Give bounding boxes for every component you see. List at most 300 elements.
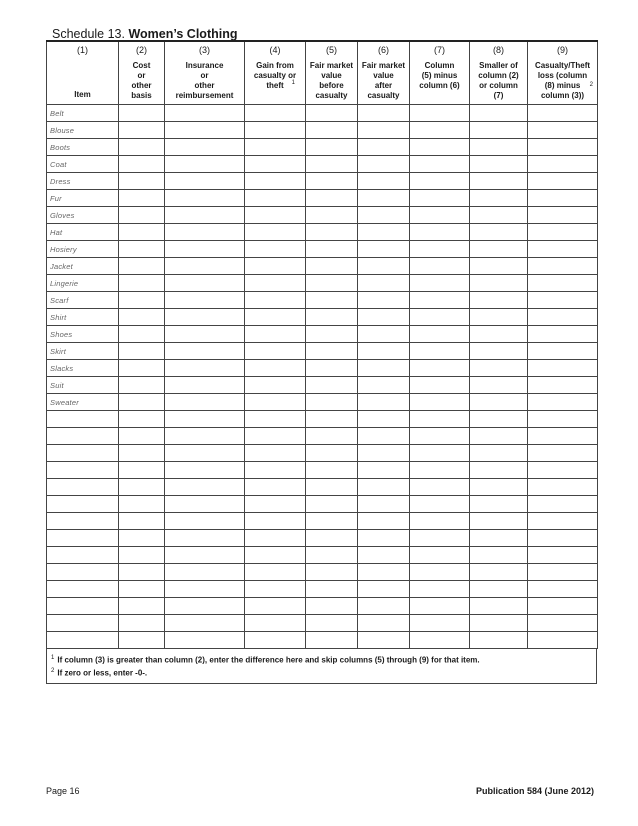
entry-cell-col-9[interactable]	[528, 581, 598, 598]
entry-cell-col-4[interactable]	[245, 632, 306, 649]
entry-cell-col-9[interactable]	[528, 394, 598, 411]
entry-cell-col-9[interactable]	[528, 564, 598, 581]
entry-cell-col-2[interactable]	[119, 479, 165, 496]
entry-cell-col-5[interactable]	[306, 190, 358, 207]
entry-cell-col-9[interactable]	[528, 479, 598, 496]
entry-cell-col-7[interactable]	[410, 394, 470, 411]
entry-cell-col-4[interactable]	[245, 241, 306, 258]
footnote-text: If zero or less, enter -0-.	[57, 668, 148, 678]
entry-cell-col-8[interactable]	[470, 479, 528, 496]
item-cell[interactable]	[47, 547, 119, 564]
entry-cell-col-5[interactable]	[306, 428, 358, 445]
entry-cell-col-2[interactable]	[119, 156, 165, 173]
item-cell[interactable]: Slacks	[47, 360, 119, 377]
entry-cell-col-6[interactable]	[358, 343, 410, 360]
col-number: (9)	[557, 45, 568, 55]
item-cell[interactable]	[47, 615, 119, 632]
entry-cell-col-2[interactable]	[119, 513, 165, 530]
entry-cell-col-9[interactable]	[528, 598, 598, 615]
entry-cell-col-3[interactable]	[165, 547, 245, 564]
entry-cell-col-4[interactable]	[245, 207, 306, 224]
entry-cell-col-5[interactable]	[306, 564, 358, 581]
entry-cell-col-3[interactable]	[165, 411, 245, 428]
entry-cell-col-9[interactable]	[528, 258, 598, 275]
header-row	[47, 41, 598, 105]
entry-cell-col-7[interactable]	[410, 581, 470, 598]
entry-cell-col-2[interactable]	[119, 343, 165, 360]
entry-cell-col-6[interactable]	[358, 377, 410, 394]
entry-cell-col-5[interactable]	[306, 224, 358, 241]
entry-cell-col-5[interactable]	[306, 105, 358, 122]
entry-cell-col-8[interactable]	[470, 377, 528, 394]
entry-cell-col-9[interactable]	[528, 190, 598, 207]
entry-cell-col-5[interactable]	[306, 122, 358, 139]
entry-cell-col-9[interactable]	[528, 122, 598, 139]
entry-cell-col-3[interactable]	[165, 462, 245, 479]
entry-cell-col-7[interactable]	[410, 513, 470, 530]
entry-cell-col-9[interactable]	[528, 547, 598, 564]
entry-cell-col-4[interactable]	[245, 598, 306, 615]
entry-cell-col-6[interactable]	[358, 598, 410, 615]
entry-cell-col-4[interactable]	[245, 377, 306, 394]
entry-cell-col-5[interactable]	[306, 530, 358, 547]
entry-cell-col-4[interactable]	[245, 530, 306, 547]
entry-cell-col-9[interactable]	[528, 615, 598, 632]
entry-cell-col-3[interactable]	[165, 428, 245, 445]
entry-cell-col-8[interactable]	[470, 241, 528, 258]
entry-cell-col-4[interactable]	[245, 326, 306, 343]
item-cell[interactable]: Fur	[47, 190, 119, 207]
entry-cell-col-2[interactable]	[119, 411, 165, 428]
entry-cell-col-2[interactable]	[119, 122, 165, 139]
entry-cell-col-8[interactable]	[470, 564, 528, 581]
entry-cell-col-4[interactable]	[245, 428, 306, 445]
entry-cell-col-2[interactable]	[119, 581, 165, 598]
entry-cell-col-7[interactable]	[410, 292, 470, 309]
entry-cell-col-4[interactable]	[245, 581, 306, 598]
entry-cell-col-2[interactable]	[119, 547, 165, 564]
entry-cell-col-9[interactable]	[528, 292, 598, 309]
entry-cell-col-3[interactable]	[165, 377, 245, 394]
col-label: Insurance or other reimbursement	[175, 61, 234, 100]
entry-cell-col-4[interactable]	[245, 462, 306, 479]
entry-cell-col-9[interactable]	[528, 496, 598, 513]
entry-cell-col-7[interactable]	[410, 496, 470, 513]
entry-cell-col-2[interactable]	[119, 615, 165, 632]
entry-cell-col-8[interactable]	[470, 258, 528, 275]
entry-cell-col-3[interactable]	[165, 122, 245, 139]
entry-cell-col-2[interactable]	[119, 224, 165, 241]
entry-cell-col-7[interactable]	[410, 173, 470, 190]
entry-cell-col-9[interactable]	[528, 377, 598, 394]
entry-cell-col-6[interactable]	[358, 632, 410, 649]
entry-cell-col-8[interactable]	[470, 360, 528, 377]
entry-cell-col-2[interactable]	[119, 377, 165, 394]
entry-cell-col-2[interactable]	[119, 241, 165, 258]
entry-cell-col-8[interactable]	[470, 462, 528, 479]
entry-cell-col-4[interactable]	[245, 292, 306, 309]
entry-cell-col-5[interactable]	[306, 156, 358, 173]
entry-cell-col-7[interactable]	[410, 343, 470, 360]
entry-cell-col-3[interactable]	[165, 190, 245, 207]
entry-cell-col-7[interactable]	[410, 275, 470, 292]
entry-cell-col-9[interactable]	[528, 241, 598, 258]
entry-cell-col-8[interactable]	[470, 615, 528, 632]
item-cell[interactable]	[47, 428, 119, 445]
entry-cell-col-8[interactable]	[470, 139, 528, 156]
item-cell[interactable]: Skirt	[47, 343, 119, 360]
entry-cell-col-5[interactable]	[306, 377, 358, 394]
entry-cell-col-6[interactable]	[358, 258, 410, 275]
entry-cell-col-5[interactable]	[306, 496, 358, 513]
entry-cell-col-4[interactable]	[245, 190, 306, 207]
entry-cell-col-5[interactable]	[306, 343, 358, 360]
entry-cell-col-9[interactable]	[528, 360, 598, 377]
entry-cell-col-8[interactable]	[470, 445, 528, 462]
entry-cell-col-3[interactable]	[165, 207, 245, 224]
entry-cell-col-9[interactable]	[528, 224, 598, 241]
entry-cell-col-3[interactable]	[165, 105, 245, 122]
entry-cell-col-6[interactable]	[358, 530, 410, 547]
entry-cell-col-4[interactable]	[245, 173, 306, 190]
entry-cell-col-5[interactable]	[306, 462, 358, 479]
entry-cell-col-7[interactable]	[410, 598, 470, 615]
entry-cell-col-3[interactable]	[165, 598, 245, 615]
entry-cell-col-5[interactable]	[306, 598, 358, 615]
entry-cell-col-9[interactable]	[528, 326, 598, 343]
entry-cell-col-6[interactable]	[358, 122, 410, 139]
entry-cell-col-2[interactable]	[119, 173, 165, 190]
item-cell[interactable]	[47, 445, 119, 462]
entry-cell-col-6[interactable]	[358, 479, 410, 496]
entry-cell-col-9[interactable]	[528, 275, 598, 292]
entry-cell-col-6[interactable]	[358, 513, 410, 530]
entry-cell-col-5[interactable]	[306, 394, 358, 411]
item-cell[interactable]: Gloves	[47, 207, 119, 224]
entry-cell-col-6[interactable]	[358, 411, 410, 428]
entry-cell-col-8[interactable]	[470, 309, 528, 326]
entry-cell-col-8[interactable]	[470, 275, 528, 292]
entry-cell-col-4[interactable]	[245, 343, 306, 360]
item-cell[interactable]: Shirt	[47, 309, 119, 326]
entry-cell-col-7[interactable]	[410, 241, 470, 258]
entry-cell-col-5[interactable]	[306, 632, 358, 649]
entry-cell-col-8[interactable]	[470, 547, 528, 564]
entry-cell-col-3[interactable]	[165, 139, 245, 156]
entry-cell-col-8[interactable]	[470, 513, 528, 530]
entry-cell-col-9[interactable]	[528, 105, 598, 122]
item-cell[interactable]: Dress	[47, 173, 119, 190]
entry-cell-col-7[interactable]	[410, 411, 470, 428]
item-cell[interactable]: Sweater	[47, 394, 119, 411]
entry-cell-col-8[interactable]	[470, 292, 528, 309]
entry-cell-col-7[interactable]	[410, 309, 470, 326]
entry-cell-col-7[interactable]	[410, 258, 470, 275]
entry-cell-col-9[interactable]	[528, 411, 598, 428]
entry-cell-col-7[interactable]	[410, 122, 470, 139]
item-cell[interactable]	[47, 564, 119, 581]
entry-cell-col-8[interactable]	[470, 173, 528, 190]
entry-cell-col-3[interactable]	[165, 360, 245, 377]
item-cell[interactable]	[47, 581, 119, 598]
entry-cell-col-8[interactable]	[470, 224, 528, 241]
entry-cell-col-9[interactable]	[528, 632, 598, 649]
item-cell[interactable]: Hosiery	[47, 241, 119, 258]
entry-cell-col-4[interactable]	[245, 105, 306, 122]
entry-cell-col-7[interactable]	[410, 615, 470, 632]
item-cell[interactable]	[47, 632, 119, 649]
entry-cell-col-4[interactable]	[245, 394, 306, 411]
footnote-mark: 1	[51, 655, 55, 661]
schedule-title	[52, 27, 238, 41]
entry-cell-col-7[interactable]	[410, 479, 470, 496]
entry-cell-col-6[interactable]	[358, 428, 410, 445]
entry-cell-col-5[interactable]	[306, 581, 358, 598]
entry-cell-col-9[interactable]	[528, 309, 598, 326]
entry-cell-col-5[interactable]	[306, 547, 358, 564]
entry-cell-col-7[interactable]	[410, 224, 470, 241]
entry-cell-col-6[interactable]	[358, 394, 410, 411]
entry-cell-col-7[interactable]	[410, 139, 470, 156]
item-cell[interactable]: Jacket	[47, 258, 119, 275]
entry-cell-col-2[interactable]	[119, 105, 165, 122]
entry-cell-col-7[interactable]	[410, 632, 470, 649]
entry-cell-col-5[interactable]	[306, 479, 358, 496]
col-number: (4)	[269, 45, 281, 55]
entry-cell-col-5[interactable]	[306, 445, 358, 462]
entry-cell-col-8[interactable]	[470, 105, 528, 122]
entry-cell-col-4[interactable]	[245, 615, 306, 632]
entry-cell-col-2[interactable]	[119, 530, 165, 547]
table-row	[47, 411, 598, 428]
col-label: Fair market value before casualty	[309, 61, 354, 100]
entry-cell-col-6[interactable]	[358, 207, 410, 224]
entry-cell-col-4[interactable]	[245, 258, 306, 275]
entry-cell-col-7[interactable]	[410, 547, 470, 564]
entry-cell-col-3[interactable]	[165, 309, 245, 326]
entry-cell-col-5[interactable]	[306, 309, 358, 326]
entry-cell-col-7[interactable]	[410, 105, 470, 122]
table-row	[47, 513, 598, 530]
entry-cell-col-6[interactable]	[358, 173, 410, 190]
item-cell[interactable]: Hat	[47, 224, 119, 241]
entry-cell-col-3[interactable]	[165, 258, 245, 275]
entry-cell-col-9[interactable]	[528, 156, 598, 173]
entry-cell-col-6[interactable]	[358, 105, 410, 122]
entry-cell-col-4[interactable]	[245, 224, 306, 241]
entry-cell-col-6[interactable]	[358, 360, 410, 377]
entry-cell-col-7[interactable]	[410, 156, 470, 173]
entry-cell-col-9[interactable]	[528, 445, 598, 462]
entry-cell-col-3[interactable]	[165, 394, 245, 411]
entry-cell-col-5[interactable]	[306, 173, 358, 190]
entry-cell-col-7[interactable]	[410, 326, 470, 343]
item-cell[interactable]: Boots	[47, 139, 119, 156]
entry-cell-col-3[interactable]	[165, 479, 245, 496]
entry-cell-col-7[interactable]	[410, 207, 470, 224]
entry-cell-col-7[interactable]	[410, 190, 470, 207]
item-cell[interactable]: Coat	[47, 156, 119, 173]
entry-cell-col-8[interactable]	[470, 530, 528, 547]
entry-cell-col-3[interactable]	[165, 343, 245, 360]
item-cell[interactable]	[47, 411, 119, 428]
entry-cell-col-5[interactable]	[306, 411, 358, 428]
entry-cell-col-3[interactable]	[165, 513, 245, 530]
entry-cell-col-2[interactable]	[119, 207, 165, 224]
entry-cell-col-2[interactable]	[119, 139, 165, 156]
entry-cell-col-8[interactable]	[470, 190, 528, 207]
entry-cell-col-3[interactable]	[165, 173, 245, 190]
entry-cell-col-9[interactable]	[528, 428, 598, 445]
entry-cell-col-2[interactable]	[119, 598, 165, 615]
entry-cell-col-3[interactable]	[165, 326, 245, 343]
item-cell[interactable]	[47, 530, 119, 547]
entry-cell-col-7[interactable]	[410, 445, 470, 462]
entry-cell-col-7[interactable]	[410, 462, 470, 479]
entry-cell-col-2[interactable]	[119, 428, 165, 445]
entry-cell-col-3[interactable]	[165, 241, 245, 258]
entry-cell-col-6[interactable]	[358, 445, 410, 462]
entry-cell-col-5[interactable]	[306, 275, 358, 292]
entry-cell-col-3[interactable]	[165, 292, 245, 309]
entry-cell-col-2[interactable]	[119, 496, 165, 513]
entry-cell-col-5[interactable]	[306, 258, 358, 275]
entry-cell-col-8[interactable]	[470, 343, 528, 360]
entry-cell-col-3[interactable]	[165, 581, 245, 598]
entry-cell-col-5[interactable]	[306, 207, 358, 224]
entry-cell-col-3[interactable]	[165, 224, 245, 241]
item-cell[interactable]: Shoes	[47, 326, 119, 343]
entry-cell-col-6[interactable]	[358, 309, 410, 326]
entry-cell-col-3[interactable]	[165, 445, 245, 462]
item-cell[interactable]: Blouse	[47, 122, 119, 139]
entry-cell-col-2[interactable]	[119, 258, 165, 275]
entry-cell-col-3[interactable]	[165, 530, 245, 547]
entry-cell-col-2[interactable]	[119, 326, 165, 343]
item-cell[interactable]: Scarf	[47, 292, 119, 309]
entry-cell-col-9[interactable]	[528, 139, 598, 156]
entry-cell-col-6[interactable]	[358, 292, 410, 309]
entry-cell-col-5[interactable]	[306, 326, 358, 343]
entry-cell-col-6[interactable]	[358, 326, 410, 343]
entry-cell-col-5[interactable]	[306, 615, 358, 632]
item-cell[interactable]: Lingerie	[47, 275, 119, 292]
item-cell[interactable]: Belt	[47, 105, 119, 122]
entry-cell-col-6[interactable]	[358, 496, 410, 513]
entry-cell-col-8[interactable]	[470, 632, 528, 649]
entry-cell-col-6[interactable]	[358, 139, 410, 156]
entry-cell-col-5[interactable]	[306, 360, 358, 377]
entry-cell-col-2[interactable]	[119, 275, 165, 292]
entry-cell-col-8[interactable]	[470, 156, 528, 173]
entry-cell-col-8[interactable]	[470, 394, 528, 411]
entry-cell-col-4[interactable]	[245, 547, 306, 564]
entry-cell-col-5[interactable]	[306, 139, 358, 156]
entry-cell-col-4[interactable]	[245, 445, 306, 462]
entry-cell-col-2[interactable]	[119, 445, 165, 462]
entry-cell-col-6[interactable]	[358, 224, 410, 241]
entry-cell-col-6[interactable]	[358, 547, 410, 564]
entry-cell-col-3[interactable]	[165, 496, 245, 513]
entry-cell-col-4[interactable]	[245, 411, 306, 428]
entry-cell-col-9[interactable]	[528, 173, 598, 190]
entry-cell-col-7[interactable]	[410, 428, 470, 445]
entry-cell-col-4[interactable]	[245, 156, 306, 173]
entry-cell-col-8[interactable]	[470, 326, 528, 343]
table-row	[47, 309, 598, 326]
entry-cell-col-5[interactable]	[306, 292, 358, 309]
item-cell[interactable]	[47, 513, 119, 530]
entry-cell-col-6[interactable]	[358, 581, 410, 598]
entry-cell-col-4[interactable]	[245, 122, 306, 139]
entry-cell-col-2[interactable]	[119, 292, 165, 309]
entry-cell-col-8[interactable]	[470, 428, 528, 445]
entry-cell-col-2[interactable]	[119, 632, 165, 649]
entry-cell-col-9[interactable]	[528, 513, 598, 530]
entry-cell-col-6[interactable]	[358, 564, 410, 581]
entry-cell-col-7[interactable]	[410, 564, 470, 581]
entry-cell-col-8[interactable]	[470, 411, 528, 428]
entry-cell-col-4[interactable]	[245, 309, 306, 326]
entry-cell-col-3[interactable]	[165, 632, 245, 649]
entry-cell-col-3[interactable]	[165, 615, 245, 632]
item-cell[interactable]: Suit	[47, 377, 119, 394]
entry-cell-col-8[interactable]	[470, 598, 528, 615]
entry-cell-col-6[interactable]	[358, 462, 410, 479]
entry-cell-col-9[interactable]	[528, 530, 598, 547]
entry-cell-col-8[interactable]	[470, 581, 528, 598]
entry-cell-col-9[interactable]	[528, 462, 598, 479]
entry-cell-col-6[interactable]	[358, 241, 410, 258]
entry-cell-col-6[interactable]	[358, 156, 410, 173]
entry-cell-col-4[interactable]	[245, 564, 306, 581]
entry-cell-col-9[interactable]	[528, 343, 598, 360]
entry-cell-col-4[interactable]	[245, 479, 306, 496]
entry-cell-col-2[interactable]	[119, 462, 165, 479]
item-cell[interactable]	[47, 479, 119, 496]
entry-cell-col-8[interactable]	[470, 122, 528, 139]
entry-cell-col-3[interactable]	[165, 564, 245, 581]
entry-cell-col-2[interactable]	[119, 309, 165, 326]
item-cell[interactable]	[47, 496, 119, 513]
entry-cell-col-5[interactable]	[306, 513, 358, 530]
entry-cell-col-3[interactable]	[165, 275, 245, 292]
table-row	[47, 224, 598, 241]
entry-cell-col-7[interactable]	[410, 377, 470, 394]
item-cell[interactable]	[47, 598, 119, 615]
entry-cell-col-6[interactable]	[358, 275, 410, 292]
entry-cell-col-6[interactable]	[358, 190, 410, 207]
item-cell[interactable]	[47, 462, 119, 479]
entry-cell-col-6[interactable]	[358, 615, 410, 632]
entry-cell-col-9[interactable]	[528, 207, 598, 224]
entry-cell-col-7[interactable]	[410, 530, 470, 547]
entry-cell-col-4[interactable]	[245, 275, 306, 292]
entry-cell-col-5[interactable]	[306, 241, 358, 258]
entry-cell-col-4[interactable]	[245, 496, 306, 513]
entry-cell-col-4[interactable]	[245, 360, 306, 377]
entry-cell-col-4[interactable]	[245, 139, 306, 156]
entry-cell-col-2[interactable]	[119, 564, 165, 581]
entry-cell-col-2[interactable]	[119, 394, 165, 411]
entry-cell-col-3[interactable]	[165, 156, 245, 173]
entry-cell-col-4[interactable]	[245, 513, 306, 530]
entry-cell-col-7[interactable]	[410, 360, 470, 377]
entry-cell-col-8[interactable]	[470, 207, 528, 224]
entry-cell-col-8[interactable]	[470, 496, 528, 513]
entry-cell-col-2[interactable]	[119, 360, 165, 377]
entry-cell-col-2[interactable]	[119, 190, 165, 207]
